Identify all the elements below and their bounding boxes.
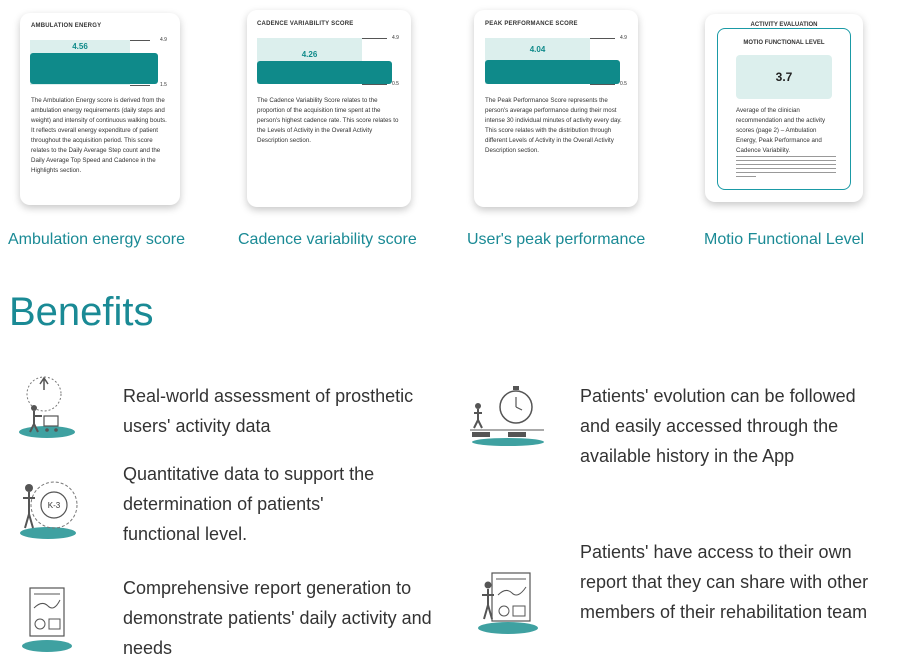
card-description: The Ambulation Energy score is derived from the ambulation energy requirements (daily steps and weight) and intensity of continuous walking bouts. It reflects overall energy expenditure of patient throughout the acquisition period. This score relates to the Daily Average Step count and the Daily Average Top Speed and Cadence in the Highlights section. bbox=[31, 97, 167, 174]
min-label: 0.5 bbox=[392, 81, 399, 87]
card-title: PEAK PERFORMANCE SCORE bbox=[485, 21, 578, 27]
card-title: CADENCE VARIABILITY SCORE bbox=[257, 21, 354, 27]
card-title: AMBULATION ENERGY bbox=[31, 23, 102, 29]
evaluation-header: ACTIVITY EVALUATION bbox=[745, 22, 823, 28]
benefit-real-world-assessment: Real-world assessment of prosthetic users' activity data bbox=[123, 386, 414, 436]
benefits-heading: Benefits bbox=[9, 290, 154, 334]
score-value: 4.04 bbox=[529, 45, 546, 54]
score-bar bbox=[257, 61, 392, 84]
person-cart-icon bbox=[12, 372, 82, 440]
motio-caption: Motio Functional Level bbox=[704, 231, 865, 248]
card-description: The Cadence Variability Score relates to the proportion of the acquisition time spent at the person's highest cadence rate. This score relates to the Levels of Activity in the Overall Activity Description section. bbox=[257, 97, 399, 144]
ambulation-energy-card bbox=[20, 13, 180, 205]
score-value: 4.56 bbox=[72, 42, 88, 51]
person-report-icon bbox=[468, 565, 546, 637]
stopwatch-icon bbox=[468, 380, 548, 446]
k3-gauge-icon bbox=[12, 470, 87, 540]
score-value: 4.26 bbox=[301, 50, 318, 59]
max-label: 4.9 bbox=[160, 37, 167, 43]
benefit-evolution-history: Patients' evolution can be followed and easily accessed through the available history in the App bbox=[580, 386, 856, 466]
benefit-shared-report: Patients' have access to their own report that they can share with other members of their rehabilitation team bbox=[580, 542, 869, 622]
motio-title: MOTIO FUNCTIONAL LEVEL bbox=[743, 40, 825, 46]
score-bar bbox=[30, 53, 158, 84]
peak-performance-caption: User's peak performance bbox=[467, 231, 646, 248]
cadence-variability-card bbox=[247, 10, 411, 207]
max-label: 4.9 bbox=[392, 35, 399, 41]
min-label: 1.5 bbox=[160, 82, 167, 88]
references-text bbox=[736, 156, 836, 177]
ambulation-energy-caption: Ambulation energy score bbox=[8, 231, 185, 248]
report-icon bbox=[12, 580, 82, 652]
max-label: 4.9 bbox=[620, 35, 627, 41]
k3-label: K-3 bbox=[47, 501, 61, 510]
motio-value: 3.7 bbox=[736, 55, 832, 99]
benefit-quantitative-data: Quantitative data to support the determination of patients' functional level. bbox=[123, 464, 375, 544]
peak-performance-card bbox=[474, 10, 638, 207]
motio-description: Average of the clinician recommendation and the activity scores (page 2) – Ambulation Energy, Peak Performance and Cadence Variability. bbox=[736, 107, 826, 154]
cadence-variability-caption: Cadence variability score bbox=[238, 231, 417, 248]
card-description: The Peak Performance Score represents the person's average performance during their most intense 30 individual minutes of activity every day. This score relates with the distribution through different Levels of Activity in the Overall Activity Description section. bbox=[485, 97, 622, 154]
score-bar bbox=[485, 60, 620, 84]
benefit-report-generation: Comprehensive report generation to demonstrate patients' daily activity and needs bbox=[123, 578, 432, 658]
motio-functional-card bbox=[705, 14, 863, 202]
min-label: 0.5 bbox=[620, 81, 627, 87]
